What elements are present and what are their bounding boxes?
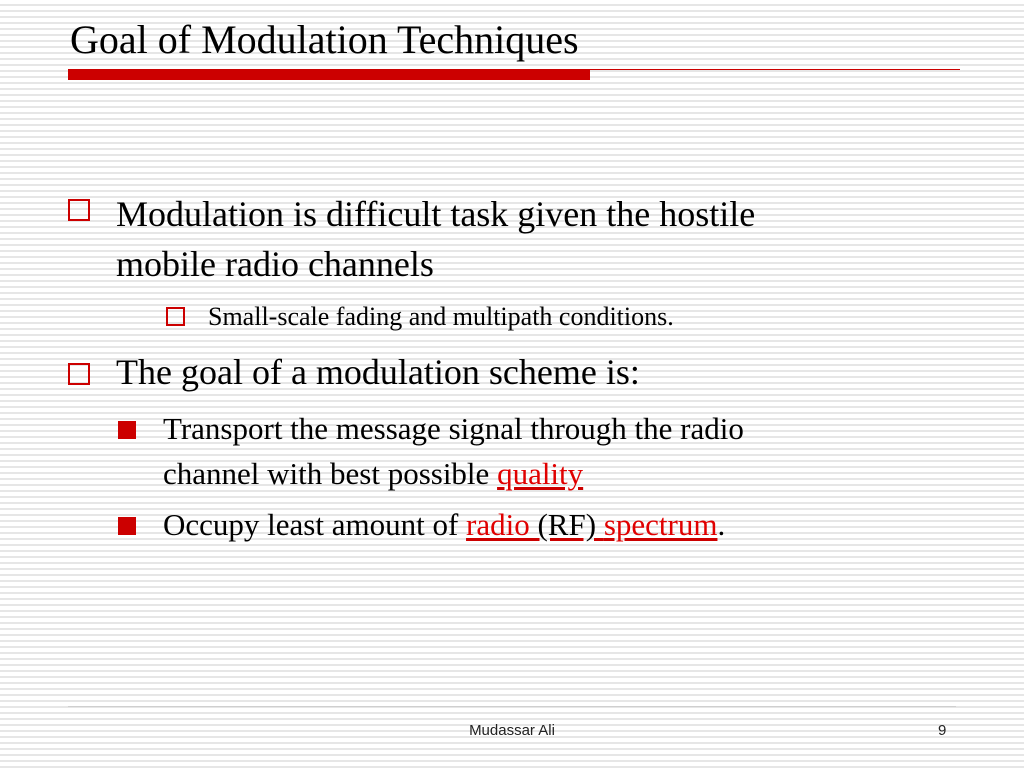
spectrum-link[interactable]: spectrum <box>603 507 718 542</box>
hollow-square-bullet-icon <box>68 363 90 385</box>
filled-square-sub-bullet-icon <box>118 421 136 439</box>
slide-title: Goal of Modulation Techniques <box>70 17 579 62</box>
bullet-2-sub-2-suffix: . <box>717 507 726 542</box>
bullet-2-sub-2 <box>163 506 725 544</box>
page-number: 9 <box>938 722 947 739</box>
bullet-1-line-1: Modulation is difficult task given the hostile <box>116 194 756 234</box>
filled-square-sub-bullet-icon <box>118 517 136 535</box>
bullet-2-sub-1-line-2 <box>163 455 583 493</box>
bullet-2-line-1: The goal of a modulation scheme is: <box>116 352 640 392</box>
bullet-2-sub-2-prefix: Occupy least amount of <box>163 507 467 542</box>
bullet-2-sub-1-line-1: Transport the message signal through the radio <box>163 411 744 446</box>
footer-rule <box>68 706 956 707</box>
footer-author: Mudassar Ali <box>469 722 555 739</box>
quality-link[interactable]: quality <box>497 456 584 491</box>
rf-text: (RF) <box>537 507 604 542</box>
bullet-1-line-2: mobile radio channels <box>116 244 434 284</box>
bullet-1-sub-1: Small-scale fading and multipath conditions. <box>208 302 674 331</box>
hollow-square-bullet-icon <box>68 199 90 221</box>
hollow-square-sub-bullet-icon <box>166 307 185 326</box>
radio-link[interactable]: radio <box>466 507 538 542</box>
bullet-2-sub-1-text: channel with best possible <box>163 456 498 491</box>
